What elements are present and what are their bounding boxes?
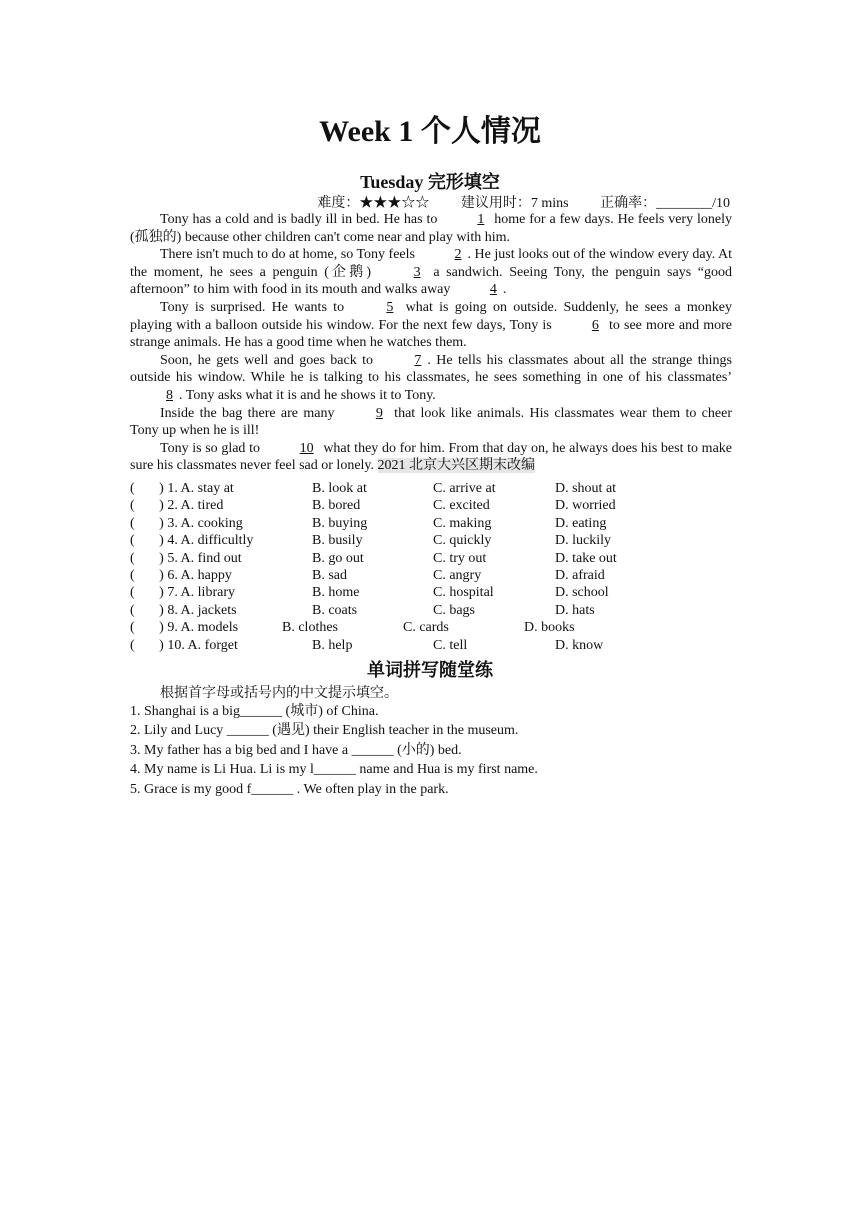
paragraph-6: Tony is so glad to 10 what they do for him. From that day on, he always does his best to make sure his classmates never feel sad or lonely. 2021 北京大兴区期末改编 bbox=[130, 440, 732, 474]
option-row: ( ) 2. A. tired B. bored C. excited D. worried bbox=[130, 498, 616, 514]
paragraph-4: Soon, he gets well and goes back to 7 . He tells his classmates about all the strange things outside his window. While he is talking to his classmates, he sees something in one of his classmates’ 8 . Tony asks what it is and he shows it to Tony. bbox=[130, 352, 732, 403]
answer-options bbox=[130, 480, 750, 654]
blank-1: 1 bbox=[477, 212, 485, 227]
accuracy-field: 正确率：________/10 bbox=[600, 196, 730, 211]
option-row: ( ) 9. A. models B. clothes C. cards D. books bbox=[130, 620, 575, 636]
blank-2: 2 bbox=[454, 247, 462, 263]
blank-6: 6 bbox=[591, 317, 599, 333]
blank-7: 7 bbox=[414, 352, 422, 368]
spelling-item: 1. Shanghai is a big______ (城市) of China. bbox=[130, 704, 379, 719]
section-subtitle: Tuesday 完形填空 bbox=[360, 172, 500, 192]
option-row: ( ) 8. A. jackets B. coats C. bags D. hats bbox=[130, 602, 595, 618]
option-row: ( ) 3. A. cooking B. buying C. making D. eating bbox=[130, 515, 607, 531]
spelling-item: 4. My name is Li Hua. Li is my l______ name and Hua is my first name. bbox=[130, 762, 538, 778]
option-row: ( ) 7. A. library B. home C. hospital D. school bbox=[130, 585, 609, 601]
blank-4: 4 bbox=[489, 282, 497, 298]
difficulty-rating: 难度：★★★☆☆ bbox=[317, 196, 430, 211]
option-row: ( ) 10. A. forget B. help C. tell D. know bbox=[130, 637, 604, 653]
spelling-item: 2. Lily and Lucy ______ (遇见) their English teacher in the museum. bbox=[130, 723, 519, 739]
paragraph-2: There isn't much to do at home, so Tony feels 2 . He just looks out of the window every day. At the moment, he sees a penguin (企鹅) 3 a sandwich. Seeing Tony, the penguin says “good afternoon” to him with food in its mouth and walks away 4 . bbox=[130, 247, 733, 298]
option-row: ( ) 6. A. happy B. sad C. angry D. afraid bbox=[130, 567, 605, 583]
option-row: ( ) 5. A. find out B. go out C. try out D. take out bbox=[130, 550, 617, 566]
spelling-items bbox=[130, 702, 538, 799]
page-title: Week 1 个人情况 bbox=[319, 115, 541, 148]
source-note: 2021 北京大兴区期末改编 bbox=[377, 458, 536, 474]
blank-5: 5 bbox=[386, 299, 394, 315]
blank-3: 3 bbox=[413, 264, 421, 280]
paragraph-5: Inside the bag there are many 9 that look like animals. His classmates wear them to cheer Tony up when he is ill! bbox=[130, 405, 732, 439]
spelling-instruction: 根据首字母或括号内的中文提示填空。 bbox=[160, 686, 398, 701]
spelling-section-title: 单词拼写随堂练 bbox=[367, 660, 493, 680]
blank-8: 8 bbox=[166, 387, 173, 403]
spelling-item: 5. Grace is my good f______ . We often play in the park. bbox=[130, 781, 449, 797]
exercise-meta bbox=[0, 192, 730, 212]
spelling-item: 3. My father has a big bed and I have a ______ (小的) bed. bbox=[130, 742, 462, 758]
option-row: ( ) 4. A. difficultly B. busily C. quickly D. luckily bbox=[130, 533, 611, 549]
blank-9: 9 bbox=[375, 405, 383, 421]
suggested-time: 建议用时：7 mins bbox=[460, 196, 569, 211]
paragraph-3: Tony is surprised. He wants to 5 what is going on outside. Suddenly, he sees a monkey playing with a balloon outside his window. For the next few days, Tony is 6 to see more and more strange animals. He has a good time when he watches them. bbox=[130, 299, 732, 351]
option-row: ( ) 1. A. stay at B. look at C. arrive at D. shout at bbox=[130, 481, 617, 496]
paragraph-1: Tony has a cold and is badly ill in bed. He has to 1 home for a few days. He feels very lonely (孤独的) because other children can't come near and play with him. bbox=[130, 212, 732, 245]
cloze-passage bbox=[130, 211, 732, 475]
blank-10: 10 bbox=[299, 440, 314, 456]
